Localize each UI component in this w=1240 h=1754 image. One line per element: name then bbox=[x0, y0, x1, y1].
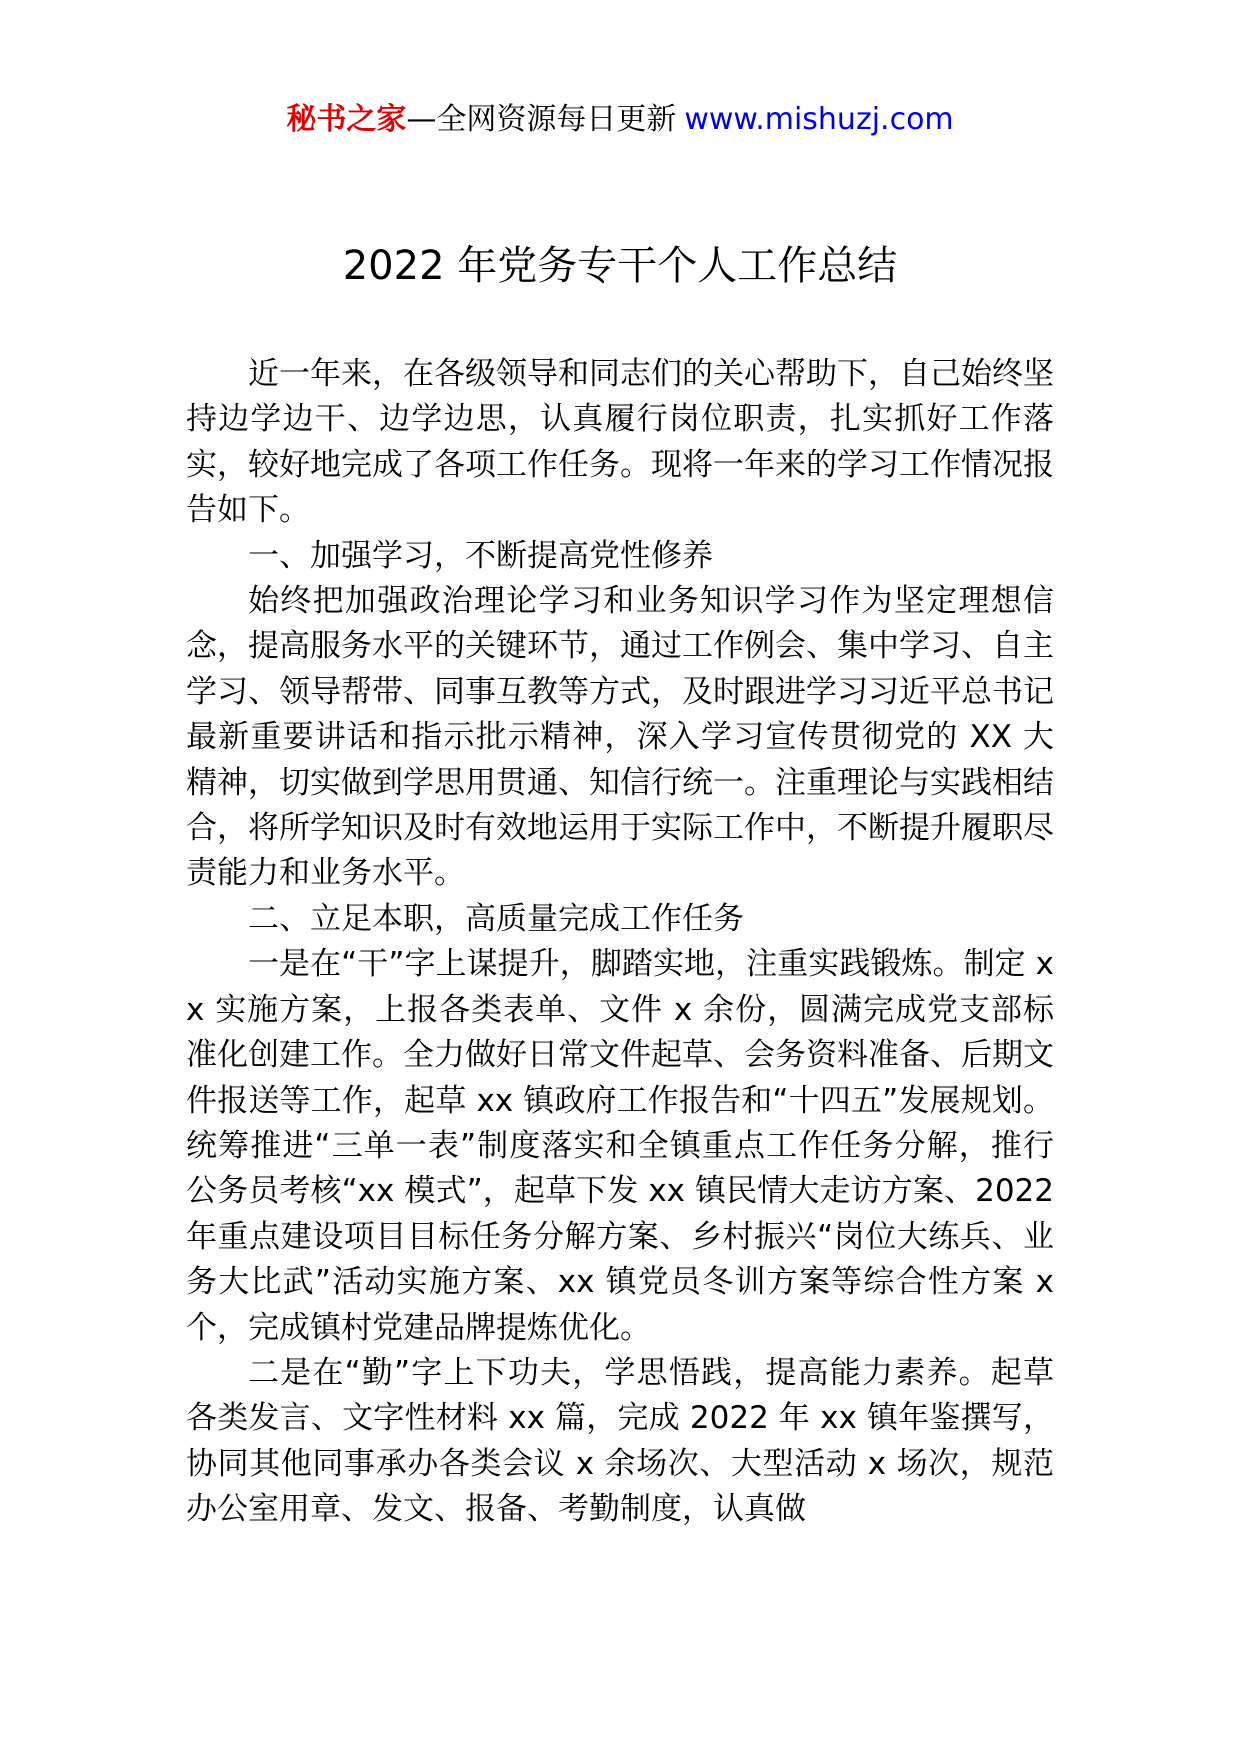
site-url-link[interactable]: www.mishuzj.com bbox=[684, 102, 954, 137]
header-tagline: —全网资源每日更新 bbox=[406, 102, 677, 137]
document-title: 2022 年党务专干个人工作总结 bbox=[342, 243, 898, 289]
document-body bbox=[186, 352, 1054, 1533]
site-header bbox=[0, 100, 1240, 140]
paragraph-intro: 近一年来，在各级领导和同志们的关心帮助下，自己始终坚持边学边干、边学边思，认真履行岗位职责，扎实抓好工作落实，较好地完成了各项工作任务。现将一年来的学习工作情况报告如下。 bbox=[186, 356, 1054, 529]
paragraph-practice: 一是在“干”字上谋提升，脚踏实地，注重实践锻炼。制定 xx 实施方案，上报各类表单、文件 x 余份，圆满完成党支部标准化创建工作。全力做好日常文件起草、会务资料准备、后期文件报送等工作，起草 xx 镇政府工作报告和“十四五”发展规划。统筹推进“三单一表”制度落实和全镇重点工作任务分解，推行公务员考核“xx 模式”，起草下发 xx 镇民情大走访方案、2022 年重点建设项目目标任务分解方案、乡村振兴“岗位大练兵、业务大比武”活动实施方案、xx 镇党员冬训方案等综合性方案 x 个，完成镇村党建品牌提炼优化。 bbox=[186, 946, 1054, 1346]
section-heading-1: 一、加强学习，不断提高党性修养 bbox=[248, 537, 713, 574]
paragraph-diligence: 二是在“勤”字上下功夫，学思悟践，提高能力素养。起草各类发言、文字性材料 xx 篇，完成 2022 年 xx 镇年鉴撰写，协同其他同事承办各类会议 x 余场次、大型活动 x 场次，规范办公室用章、发文、报备、考勤制度，认真做 bbox=[186, 1354, 1054, 1528]
paragraph-study: 始终把加强政治理论学习和业务知识学习作为坚定理想信念，提高服务水平的关键环节，通过工作例会、集中学习、自主学习、领导帮带、同事互教等方式，及时跟进学习习近平总书记最新重要讲话和指示批示精神，深入学习宣传贯彻党的 XX 大精神，切实做到学思用贯通、知信行统一。注重理论与实践相结合，将所学知识及时有效地运用于实际工作中，不断提升履职尽责能力和业务水平。 bbox=[186, 583, 1054, 892]
section-heading-2: 二、立足本职，高质量完成工作任务 bbox=[248, 900, 744, 937]
brand-name: 秘书之家 bbox=[286, 102, 407, 137]
